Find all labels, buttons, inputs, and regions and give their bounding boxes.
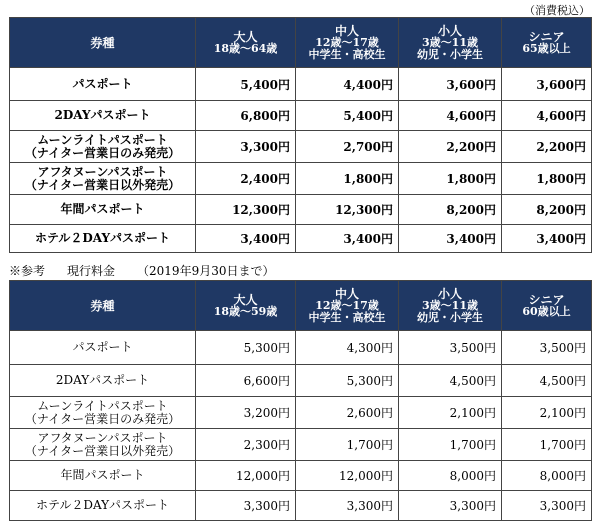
price-cell: 2,200円 [502,131,592,163]
price-cell: 2,100円 [502,397,592,429]
price-cell: 5,400円 [296,101,399,131]
price-cell: 2,600円 [296,397,399,429]
price-cell: 3,400円 [399,225,502,253]
price-cell: 2,400円 [196,163,296,195]
ticket-name: ホテル２DAYパスポート [10,491,196,521]
ticket-name: 2DAYパスポート [10,101,196,131]
reference-label: 現行料金 [67,264,116,278]
reference-note [9,262,296,279]
ticket-name: 年間パスポート [10,195,196,225]
price-cell: 2,300円 [196,429,296,461]
header-ticket-type: 券種 [10,18,196,68]
price-cell: 12,300円 [196,195,296,225]
ticket-name: ホテル２DAYパスポート [10,225,196,253]
price-cell: 1,700円 [502,429,592,461]
price-row [10,195,592,225]
price-cell: 4,600円 [502,101,592,131]
ticket-name: 2DAYパスポート [10,365,196,397]
price-row [10,365,592,397]
ticket-name: アフタヌーンパスポート （ナイター営業日以外発売） [10,429,196,461]
reference-mark: ※参考 [9,264,46,278]
price-row [10,331,592,365]
header-kid: 小人 3歳〜11歳 幼児・小学生 [399,281,502,331]
header-adult: 大人 18歳〜59歳 [196,281,296,331]
ticket-name: アフタヌーンパスポート （ナイター営業日以外発売） [10,163,196,195]
price-cell: 1,700円 [399,429,502,461]
price-cell: 5,400円 [196,68,296,101]
header-senior: シニア 65歳以上 [502,18,592,68]
price-cell: 3,600円 [502,68,592,101]
header-child: 中人 12歳〜17歳 中学生・高校生 [296,281,399,331]
price-cell: 3,400円 [296,225,399,253]
tax-included-note: （消費税込） [524,4,590,17]
price-cell: 4,500円 [502,365,592,397]
price-row [10,491,592,521]
ticket-name: 年間パスポート [10,461,196,491]
price-cell: 8,200円 [502,195,592,225]
ticket-name: ムーンライトパスポート （ナイター営業日のみ発売） [10,131,196,163]
header-kid: 小人 3歳〜11歳 幼児・小学生 [399,18,502,68]
price-cell: 2,200円 [399,131,502,163]
price-row [10,397,592,429]
price-cell: 3,400円 [502,225,592,253]
header-row [10,281,592,331]
price-row [10,101,592,131]
price-cell: 2,700円 [296,131,399,163]
price-cell: 4,300円 [296,331,399,365]
ticket-name: ムーンライトパスポート （ナイター営業日のみ発売） [10,397,196,429]
header-child: 中人 12歳〜17歳 中学生・高校生 [296,18,399,68]
price-row [10,131,592,163]
ticket-name: パスポート [10,68,196,101]
price-cell: 12,300円 [296,195,399,225]
price-cell: 3,500円 [502,331,592,365]
price-cell: 1,800円 [502,163,592,195]
price-cell: 1,700円 [296,429,399,461]
price-cell: 1,800円 [399,163,502,195]
price-cell: 2,100円 [399,397,502,429]
price-row [10,461,592,491]
price-cell: 6,800円 [196,101,296,131]
price-cell: 3,600円 [399,68,502,101]
header-ticket-type: 券種 [10,281,196,331]
price-cell: 12,000円 [196,461,296,491]
price-cell: 4,400円 [296,68,399,101]
price-cell: 5,300円 [296,365,399,397]
price-cell: 1,800円 [296,163,399,195]
price-row [10,163,592,195]
price-cell: 3,300円 [196,131,296,163]
reference-period: （2019年9月30日まで） [137,264,275,278]
price-row [10,68,592,101]
price-cell: 12,000円 [296,461,399,491]
price-cell: 3,500円 [399,331,502,365]
price-cell: 4,500円 [399,365,502,397]
price-cell: 3,300円 [399,491,502,521]
price-cell: 4,600円 [399,101,502,131]
price-cell: 3,300円 [196,491,296,521]
price-cell: 8,200円 [399,195,502,225]
header-row [10,18,592,68]
price-cell: 3,300円 [502,491,592,521]
price-cell: 5,300円 [196,331,296,365]
price-row [10,225,592,253]
current-price-table [9,280,592,521]
price-cell: 8,000円 [399,461,502,491]
price-cell: 3,300円 [296,491,399,521]
header-adult: 大人 18歳〜64歳 [196,18,296,68]
header-senior: シニア 60歳以上 [502,281,592,331]
price-cell: 8,000円 [502,461,592,491]
new-price-table [9,17,592,253]
price-row [10,429,592,461]
price-cell: 3,200円 [196,397,296,429]
price-cell: 6,600円 [196,365,296,397]
ticket-name: パスポート [10,331,196,365]
price-cell: 3,400円 [196,225,296,253]
